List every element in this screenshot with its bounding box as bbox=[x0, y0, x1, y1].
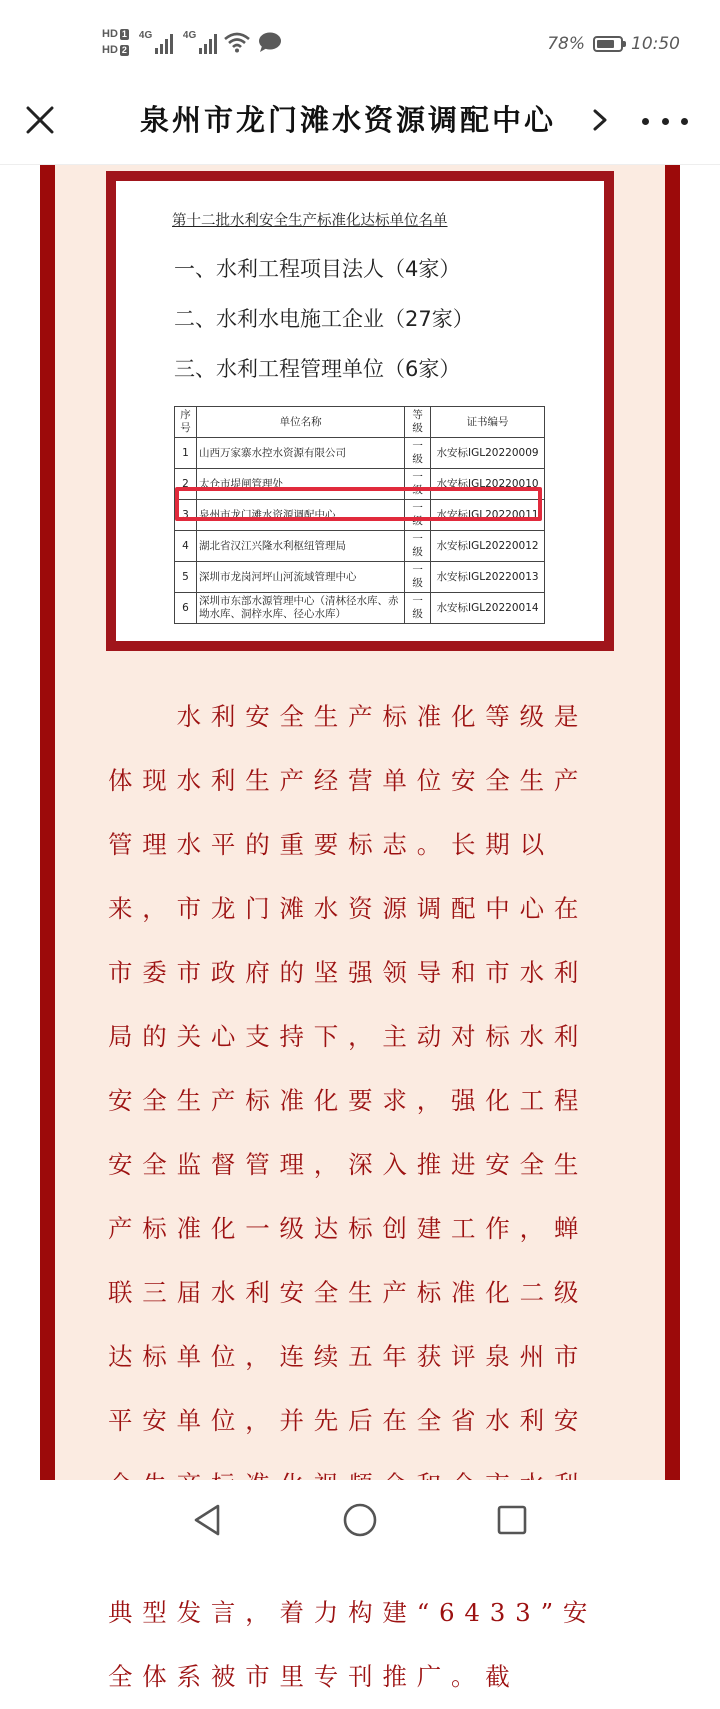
more-dots-icon[interactable] bbox=[640, 106, 690, 136]
row-cert: 水安标IGL20220009 bbox=[431, 438, 545, 469]
sim1-indicator bbox=[102, 28, 129, 41]
signal-icon bbox=[139, 30, 173, 54]
article-paragraph: 水利安全生产标准化等级是体现水利生产经营单位安全生产管理水平的重要标志。长期以来，市龙门滩水资源调配中心在市委市政府的坚强领导和市水利局的关心支持下，主动对标水利安全生产标准化要求，强化工程安全监督管理，深入推进安全生产标准化一级达标创建工作，蝉联三届水利安全生产标准化二级达标单位，连续五年获评泉州市平安单位，并先后在全省水利安 典型发言，着力构建“6433”安全体系被市里专刊推广。截 bbox=[108, 702, 598, 1691]
status-left bbox=[102, 20, 283, 64]
close-icon[interactable] bbox=[20, 100, 60, 140]
header-level: 等级 bbox=[405, 407, 431, 438]
page-title[interactable]: 泉州市龙门滩水资源调配中心 bbox=[140, 103, 557, 137]
sim-indicators bbox=[102, 28, 129, 57]
category-1: 一、水利工程项目法人（4家） bbox=[174, 257, 461, 281]
sim2-number: 2 bbox=[121, 44, 127, 55]
row-level: 一级 bbox=[405, 469, 431, 500]
article-content[interactable] bbox=[0, 165, 720, 1691]
row-name: 深圳市龙岗河坪山河流域管理中心 bbox=[196, 562, 404, 593]
table-header-row bbox=[175, 407, 545, 438]
row-cert: 水安标IGL20220011 bbox=[431, 500, 545, 531]
row-cert: 水安标IGL20220014 bbox=[431, 593, 545, 624]
back-triangle-icon[interactable] bbox=[190, 1502, 226, 1538]
clock: 10:50 bbox=[631, 34, 680, 54]
header-cert: 证书编号 bbox=[431, 407, 545, 438]
row-level: 一级 bbox=[405, 593, 431, 624]
table-row bbox=[175, 562, 545, 593]
row-cert: 水安标IGL20220012 bbox=[431, 531, 545, 562]
recent-apps-square-icon[interactable] bbox=[494, 1502, 530, 1538]
navigation-bar bbox=[0, 1480, 720, 1560]
row-no: 1 bbox=[175, 438, 197, 469]
battery-fill bbox=[597, 40, 614, 48]
header-name: 单位名称 bbox=[196, 407, 404, 438]
table-row bbox=[175, 531, 545, 562]
network2-label: 4G bbox=[182, 30, 197, 41]
category-2: 二、水利水电施工企业（27家） bbox=[174, 307, 474, 331]
home-circle-icon[interactable] bbox=[342, 1502, 378, 1538]
row-no: 2 bbox=[175, 469, 197, 500]
header-no: 序号 bbox=[175, 407, 197, 438]
sim2-label: HD bbox=[102, 43, 118, 56]
highlight-box bbox=[175, 487, 542, 521]
row-level: 一级 bbox=[405, 562, 431, 593]
table-row bbox=[175, 593, 545, 624]
message-bubble-icon bbox=[257, 31, 283, 53]
status-right bbox=[547, 30, 680, 58]
chevron-right-icon[interactable] bbox=[590, 108, 610, 132]
sim2-indicator bbox=[102, 44, 129, 57]
title-bar bbox=[0, 88, 720, 165]
row-level: 一级 bbox=[405, 438, 431, 469]
row-no: 6 bbox=[175, 593, 197, 624]
sim1-label: HD bbox=[102, 27, 118, 40]
row-name: 泉州市龙门滩水资源调配中心 bbox=[196, 500, 404, 531]
document-sheet bbox=[116, 181, 604, 641]
row-level: 一级 bbox=[405, 500, 431, 531]
status-bar bbox=[0, 0, 720, 88]
network1-label: 4G bbox=[138, 30, 153, 41]
row-name: 湖北省汉江兴隆水利枢纽管理局 bbox=[196, 531, 404, 562]
table-row bbox=[175, 438, 545, 469]
wifi-icon bbox=[223, 31, 251, 53]
row-name: 山西万家寨水控水资源有限公司 bbox=[196, 438, 404, 469]
battery-percent: 78% bbox=[547, 34, 585, 54]
category-3: 三、水利工程管理单位（6家） bbox=[174, 357, 461, 381]
row-name: 深圳市东部水源管理中心（清林径水库、赤坳水库、洞梓水库、径心水库） bbox=[196, 593, 404, 624]
row-cert: 水安标IGL20220013 bbox=[431, 562, 545, 593]
row-cert: 水安标IGL20220010 bbox=[431, 469, 545, 500]
row-no: 4 bbox=[175, 531, 197, 562]
row-name: 太仓市堤闸管理处 bbox=[196, 469, 404, 500]
row-no: 3 bbox=[175, 500, 197, 531]
row-level: 一级 bbox=[405, 531, 431, 562]
document-image[interactable] bbox=[106, 171, 614, 651]
row-no: 5 bbox=[175, 562, 197, 593]
document-title: 第十二批水利安全生产标准化达标单位名单 bbox=[172, 213, 448, 229]
signal-icon-2 bbox=[183, 30, 217, 54]
sim1-number: 1 bbox=[121, 28, 127, 39]
battery-icon bbox=[593, 36, 623, 52]
